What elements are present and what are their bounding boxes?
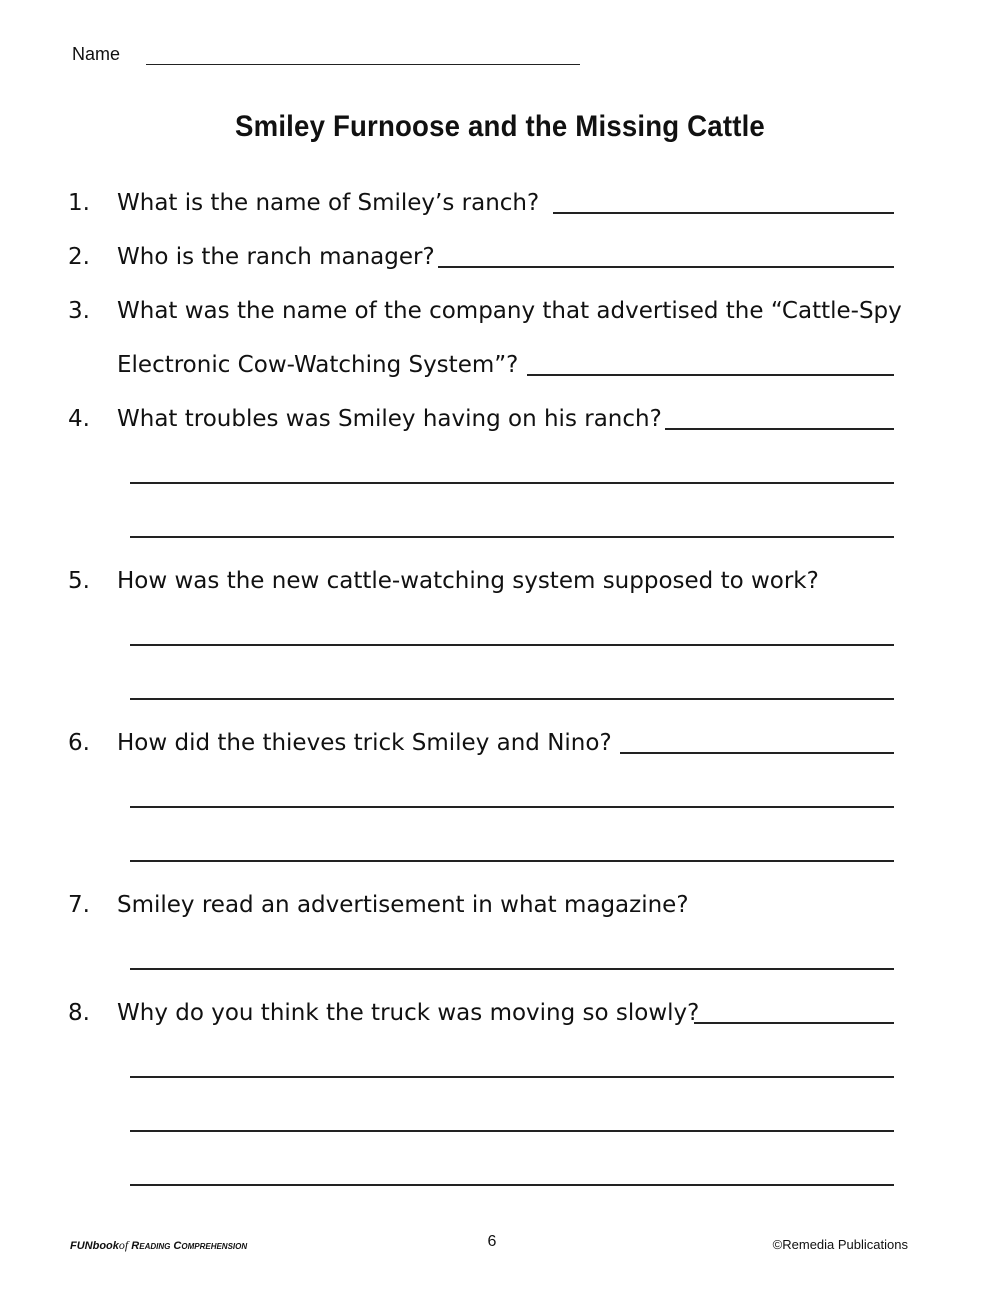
question-4-number: 4. (68, 406, 90, 432)
answer-line-4c[interactable] (130, 536, 894, 538)
footer-copyright: ©Remedia Publications (772, 1237, 908, 1252)
worksheet-title: Smiley Furnoose and the Missing Cattle (235, 110, 765, 143)
answer-line-4b[interactable] (130, 482, 894, 484)
answer-line-8a[interactable] (694, 1022, 894, 1024)
question-4-text: What troubles was Smiley having on his ranch? (117, 406, 662, 432)
page-number: 6 (487, 1233, 497, 1250)
answer-line-4a[interactable] (665, 428, 894, 430)
answer-line-8d[interactable] (130, 1184, 894, 1186)
question-2-text: Who is the ranch manager? (117, 244, 435, 270)
question-7-text: Smiley read an advertisement in what magazine? (117, 892, 689, 918)
answer-line-3a[interactable] (527, 374, 894, 376)
answer-line-2a[interactable] (438, 266, 894, 268)
question-3-text-continued: Electronic Cow-Watching System”? (117, 352, 519, 378)
question-5-number: 5. (68, 568, 90, 594)
answer-line-5b[interactable] (130, 698, 894, 700)
question-8-text: Why do you think the truck was moving so slowly? (117, 1000, 700, 1026)
question-6-number: 6. (68, 730, 90, 756)
question-2-number: 2. (68, 244, 90, 270)
answer-line-5a[interactable] (130, 644, 894, 646)
answer-line-6c[interactable] (130, 860, 894, 862)
footer-book-title (70, 1238, 247, 1253)
footer-brand-rest: Reading Comprehension (131, 1240, 248, 1252)
answer-line-6b[interactable] (130, 806, 894, 808)
footer-brand-of: of (118, 1238, 129, 1252)
name-label: Name (72, 44, 121, 64)
answer-line-7a[interactable] (130, 968, 894, 970)
answer-line-8b[interactable] (130, 1076, 894, 1078)
answer-line-1a[interactable] (553, 212, 894, 214)
question-8-number: 8. (68, 1000, 90, 1026)
answer-line-8c[interactable] (130, 1130, 894, 1132)
question-5-text: How was the new cattle-watching system supposed to work? (117, 568, 819, 594)
question-1-text: What is the name of Smiley’s ranch? (117, 190, 540, 216)
answer-line-6a[interactable] (620, 752, 894, 754)
question-3-text: What was the name of the company that advertised the “Cattle-Spy (117, 298, 902, 324)
question-6-text: How did the thieves trick Smiley and Nino? (117, 730, 612, 756)
name-answer-line[interactable] (146, 64, 580, 65)
footer-brand-fun: FUNbook (70, 1240, 119, 1252)
question-7-number: 7. (68, 892, 90, 918)
question-1-number: 1. (68, 190, 90, 216)
question-3-number: 3. (68, 298, 90, 324)
